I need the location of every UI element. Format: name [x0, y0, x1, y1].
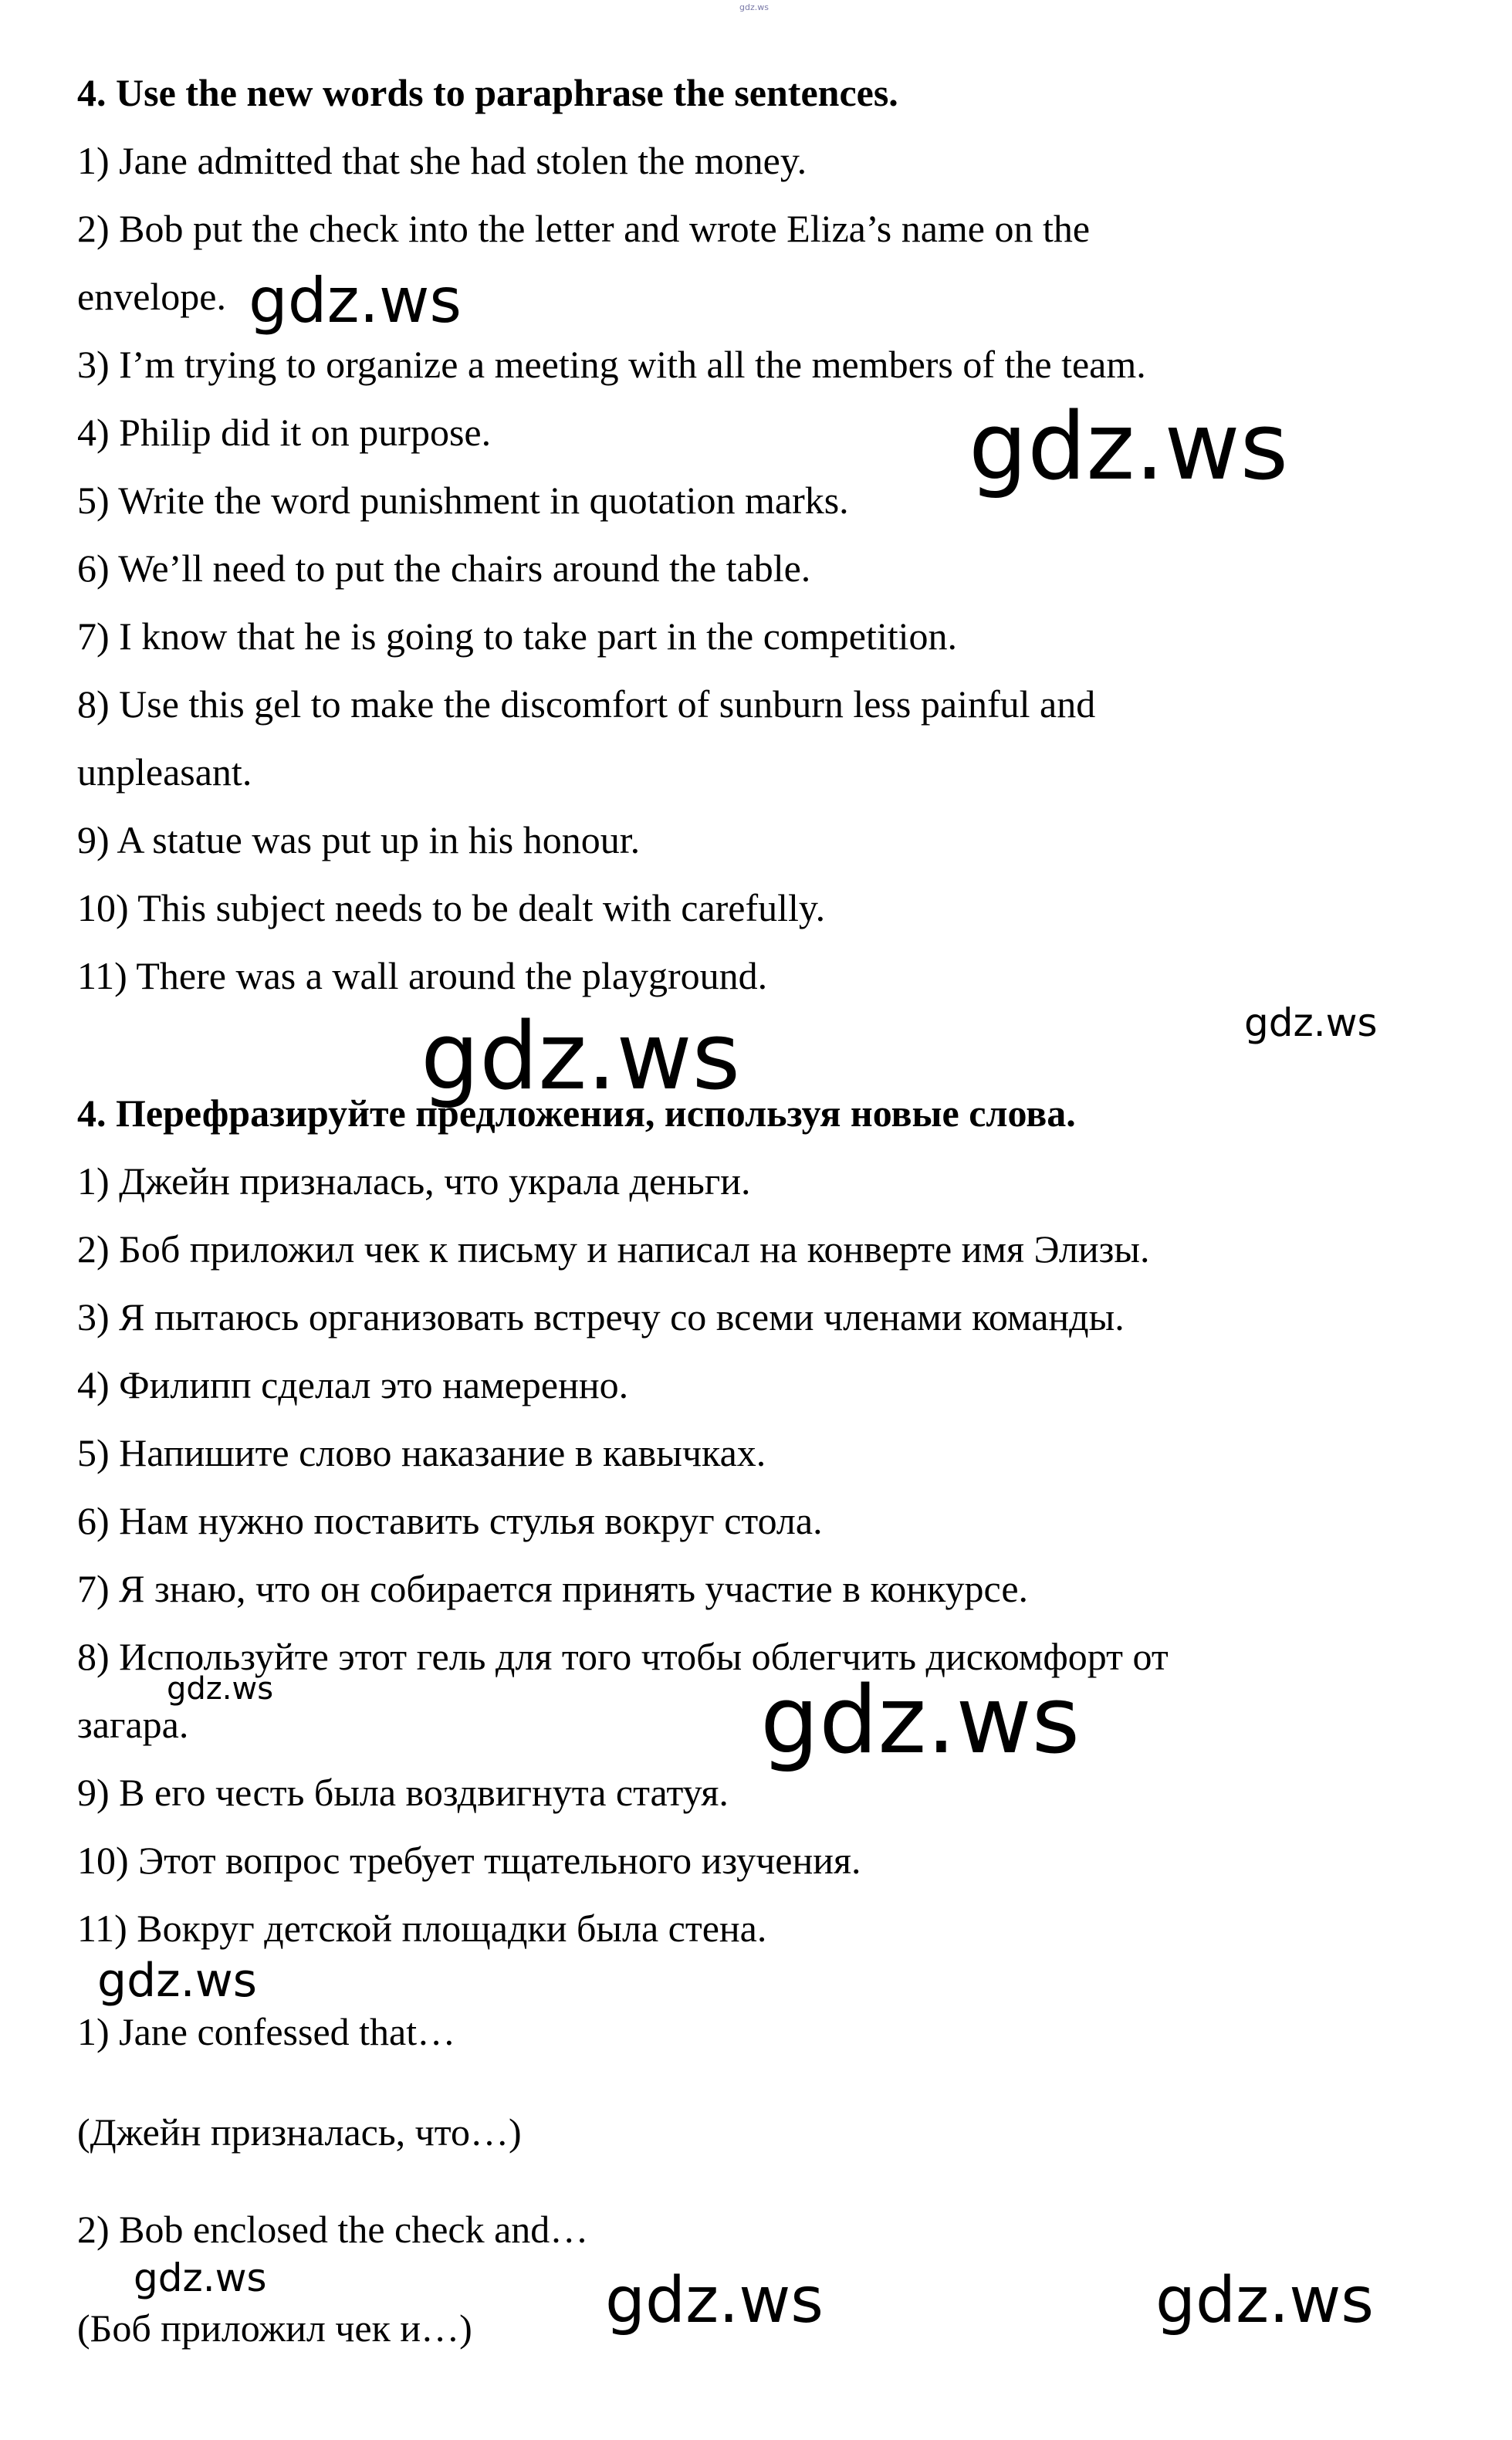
english-line-10: 10) This subject needs to be dealt with carefully. [77, 886, 826, 929]
watermark: gdz.ws [605, 2264, 824, 2337]
watermark: gdz.ws [249, 265, 462, 337]
russian-line-2: 2) Боб приложил чек к письму и написал на конверте имя Элизы. [77, 1227, 1150, 1271]
english-line-1: 1) Jane admitted that she had stolen the money. [77, 139, 807, 182]
russian-line-1: 1) Джейн призналась, что украла деньги. [77, 1159, 751, 1203]
watermark: gdz.ws [969, 394, 1289, 501]
english-line-3: 3) I’m trying to organize a meeting with all the members of the team. [77, 343, 1146, 386]
english-line-4: 4) Philip did it on purpose. [77, 411, 492, 454]
english-line-8-cont: unpleasant. [77, 750, 252, 794]
russian-line-6: 6) Нам нужно поставить стулья вокруг стола. [77, 1499, 823, 1542]
russian-line-5: 5) Напишите слово наказание в кавычках. [77, 1431, 766, 1474]
english-line-2: 2) Bob put the check into the letter and wrote Eliza’s name on the [77, 207, 1091, 250]
watermark-tiny-top: gdz.ws [739, 2, 769, 12]
russian-line-8-cont: загара. [77, 1703, 189, 1746]
answer-2-translation: (Боб приложил чек и…) [77, 2306, 472, 2350]
russian-line-8: 8) Используйте этот гель для того чтобы облегчить дискомфорт от [77, 1635, 1169, 1678]
watermark: gdz.ws [134, 2256, 267, 2300]
russian-line-10: 10) Этот вопрос требует тщательного изучения. [77, 1839, 861, 1882]
russian-line-3: 3) Я пытаюсь организовать встречу со всеми членами команды. [77, 1295, 1125, 1338]
answer-1-translation: (Джейн призналась, что…) [77, 2110, 522, 2154]
russian-line-7: 7) Я знаю, что он собирается принять участие в конкурсе. [77, 1567, 1029, 1610]
answer-1: 1) Jane confessed that… [77, 2010, 456, 2053]
watermark: gdz.ws [1155, 2264, 1374, 2337]
english-line-2-cont: envelope. [77, 275, 226, 318]
english-line-6: 6) We’ll need to put the chairs around the table. [77, 547, 811, 590]
russian-heading: 4. Перефразируйте предложения, используя новые слова. [77, 1091, 1076, 1135]
english-line-5: 5) Write the word punishment in quotation marks. [77, 479, 849, 522]
english-line-7: 7) I know that he is going to take part in the competition. [77, 614, 958, 658]
english-line-8: 8) Use this gel to make the discomfort of sunburn less painful and [77, 682, 1096, 726]
english-line-9: 9) A statue was put up in his honour. [77, 818, 641, 861]
russian-line-11: 11) Вокруг детской площадки была стена. [77, 1907, 767, 1950]
russian-line-9: 9) В его честь была воздвигнута статуя. [77, 1771, 729, 1814]
watermark: gdz.ws [167, 1671, 274, 1707]
watermark: gdz.ws [760, 1667, 1081, 1775]
english-heading: 4. Use the new words to paraphrase the sentences. [77, 71, 898, 114]
watermark: gdz.ws [1244, 1000, 1378, 1045]
russian-line-4: 4) Филипп сделал это намеренно. [77, 1363, 629, 1406]
answer-2: 2) Bob enclosed the check and… [77, 2208, 589, 2251]
watermark: gdz.ws [97, 1954, 258, 2008]
watermark: gdz.ws [421, 1003, 741, 1111]
english-line-11: 11) There was a wall around the playground. [77, 954, 768, 997]
